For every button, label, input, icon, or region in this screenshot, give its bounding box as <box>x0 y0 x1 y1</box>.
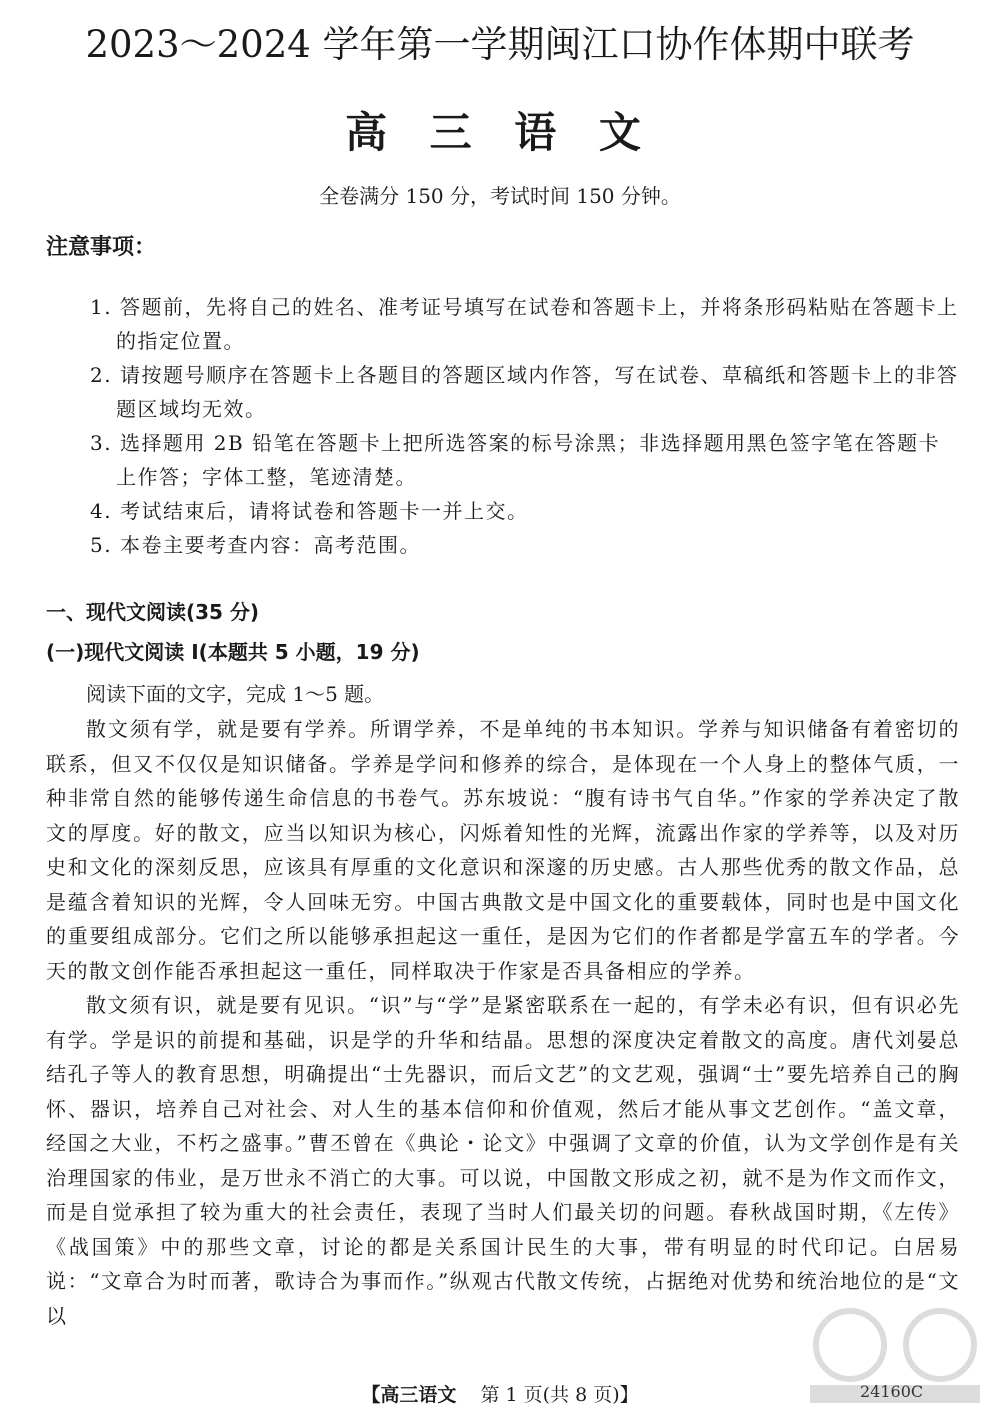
section-heading: 一、现代文阅读(35 分) <box>46 600 260 624</box>
note-item: 2. 请按题号顺序在答题卡上各题目的答题区域内作答，写在试卷、草稿纸和答题卡上的非答题区域均无效。 <box>90 363 959 421</box>
exam-title: 2023～2024 学年第一学期闽江口协作体期中联考 <box>85 23 915 66</box>
notes-list <box>90 290 960 562</box>
note-item: 3. 选择题用 2B 铅笔在答题卡上把所选答案的标号涂黑；非选择题用黑色签字笔在答题卡上作答；字体工整，笔迹清楚。 <box>90 431 941 489</box>
note-item: 4. 考试结束后，请将试卷和答题卡一并上交。 <box>90 499 529 523</box>
footer-subject: 【高三语文 <box>361 1384 457 1406</box>
note-item: 5. 本卷主要考查内容：高考范围。 <box>90 533 421 557</box>
notes-heading: 注意事项： <box>46 235 157 260</box>
footer-code: 24160C <box>860 1382 924 1401</box>
exam-info: 全卷满分 150 分，考试时间 150 分钟。 <box>319 184 681 208</box>
subject-title: 高 三 语 文 <box>345 108 655 157</box>
note-item: 1. 答题前，先将自己的姓名、准考证号填写在试卷和答题卡上，并将条形码粘贴在答题卡上的指定位置。 <box>90 295 959 353</box>
passage-paragraph: 散文须有识，就是要有见识。“识”与“学”是紧密联系在一起的，有学未必有识，但有识必先有学。学是识的前提和基础，识是学的升华和结晶。思想的深度决定着散文的高度。唐代刘晏总结孔子等人的教育思想，明确提出“士先器识，而后文艺”的文艺观，强调“士”要先培养自己的胸怀、器识，培养自己对社会、对人生的基本信仰和价值观，然后才能从事文艺创作。“盖文章，经国之大业，不朽之盛事。”曹丕曾在《典论・论文》中强调了文章的价值，认为文学创作是有关治理国家的伟业，是万世永不消亡的大事。可以说，中国散文形成之初，就不是为作文而作文，而是自觉承担了较为重大的社会责任，表现了当时人们最关切的问题。春秋战国时期，《左传》《战国策》中的那些文章，讨论的都是关系国计民生的大事，带有明显的时代印记。白居易说：“文章合为时而著，歌诗合为事而作。”纵观古代散文传统，占据绝对优势和统治地位的是“文以 <box>46 993 960 1328</box>
reading-passage <box>46 712 960 1333</box>
subsection-heading: (一)现代文阅读 Ⅰ(本题共 5 小题，19 分) <box>46 640 420 664</box>
passage-paragraph: 散文须有学，就是要有学养。所谓学养，不是单纯的书本知识。学养与知识储备有着密切的联系，但又不仅仅是知识储备。学养是学问和修养的综合，是体现在一个人身上的整体气质，一种非常自然的能够传递生命信息的书卷气。苏东坡说：“腹有诗书气自华。”作家的学养决定了散文的厚度。好的散文，应当以知识为核心，闪烁着知性的光辉，流露出作家的学养等，以及对历史和文化的深刻反思，应该具有厚重的文化意识和深邃的历史感。古人那些优秀的散文作品，总是蕴含着知识的光辉，令人回味无穷。中国古典散文是中国文化的重要载体，同时也是中国文化的重要组成部分。它们之所以能够承担起这一重任，是因为它们的作者都是学富五车的学者。今天的散文创作能否承担起这一重任，同样取决于作家是否具备相应的学养。 <box>46 717 960 983</box>
footer-page-info: 第 1 页(共 8 页)】 <box>480 1384 639 1406</box>
reading-instruction: 阅读下面的文字，完成 1～5 题。 <box>86 682 385 706</box>
page-footer <box>0 1380 1000 1407</box>
